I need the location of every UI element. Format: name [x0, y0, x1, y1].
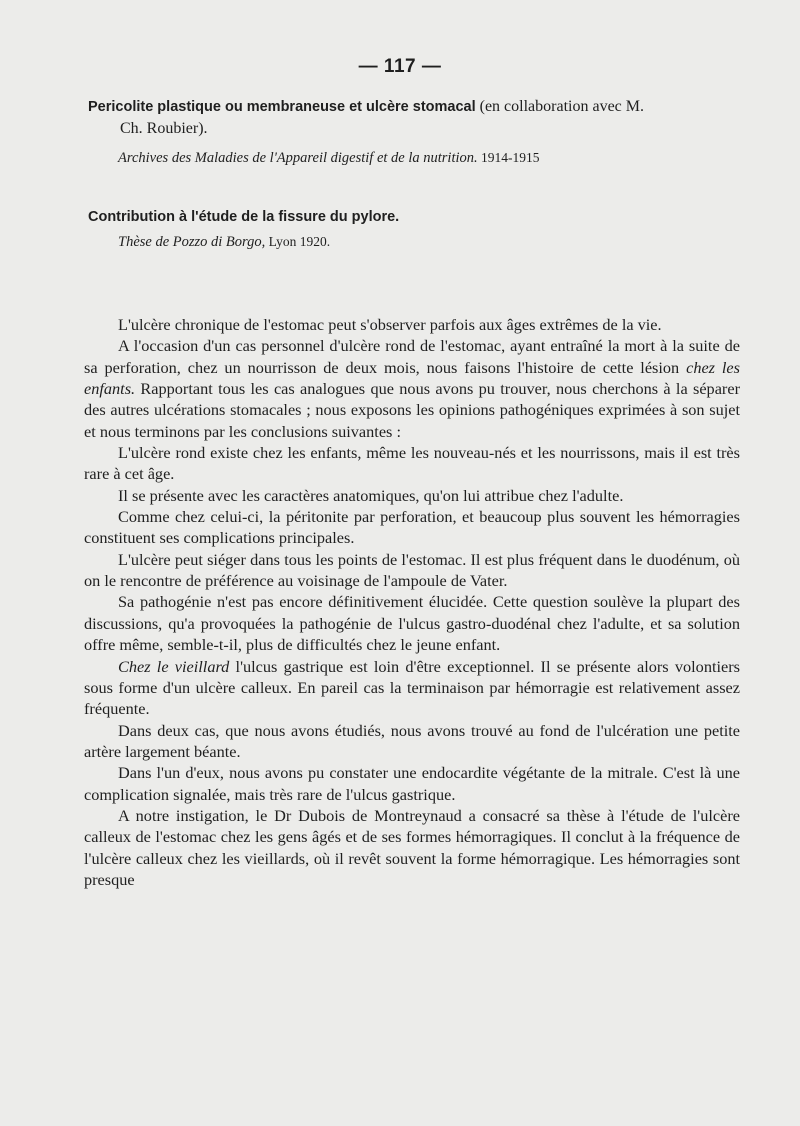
reference-source-place-year: Lyon 1920. — [265, 234, 331, 249]
reference-source-year: 1914-1915 — [477, 150, 540, 165]
reference-title-bold: Contribution à l'étude de la fissure du pylore. — [88, 209, 400, 225]
reference-title — [88, 206, 748, 228]
reference-entry — [88, 206, 748, 251]
paragraph: L'ulcère chronique de l'estomac peut s'observer parfois aux âges extrêmes de la vie. — [118, 315, 662, 334]
paragraph: A l'occasion d'un cas personnel d'ulcère rond de l'estomac, ayant entraîné la mort à la suite de sa perforation, chez un nourrisson de deux mois, nous faisons l'histoire de cette lésion chez les enfants. Rapportant tous les cas analogues que nous avons pu trouver, nous cherchons à la séparer des autres ulcérations stomacales ; nous exposons les opinions pathogéniques exprimées à son sujet et nous terminons par les conclusions suivantes : — [84, 336, 740, 441]
reference-title-plain: (en collaboration avec M. — [475, 98, 644, 115]
emphasis: Chez le vieillard — [118, 656, 230, 676]
paragraph: Chez le vieillard l'ulcus gastrique est loin d'être exceptionnel. Il se présente alors volontiers sous forme d'un ulcère calleux. En pareil cas la terminaison par hémorragie est relativement assez fréquente. — [84, 656, 740, 719]
reference-title-continuation: Ch. Roubier). — [120, 120, 208, 137]
paragraph: A notre instigation, le Dr Dubois de Montreynaud a consacré sa thèse à l'étude de l'ulcère calleux de l'estomac chez les gens âgés et de ses formes hémorragiques. Il conclut à la fréquence de l'ulcère calleux chez les vieillards, où il revêt souvent la forme hémorragique. Les hémorragies sont presque — [84, 805, 740, 889]
emphasis: chez les enfants. — [84, 357, 740, 399]
page-number: — 117 — — [358, 56, 442, 77]
paragraph: Dans deux cas, que nous avons étudiés, nous avons trouvé au fond de l'ulcération une petite artère largement béante. — [84, 720, 740, 761]
paragraph: Comme chez celui-ci, la péritonite par perforation, et beaucoup plus souvent les hémorragies constituent ses complications principales. — [84, 507, 740, 548]
reference-entry — [88, 96, 748, 167]
reference-source-journal: Archives des Maladies de l'Appareil digestif et de la nutrition. — [118, 150, 478, 166]
reference-title — [88, 96, 748, 140]
reference-source — [118, 234, 748, 251]
reference-title-bold: Pericolite plastique ou membraneuse et ulcère stomacal — [88, 99, 476, 115]
paragraph: Sa pathogénie n'est pas encore définitivement élucidée. Cette question soulève la plupart des discussions, qu'a provoquées la pathogénie de l'ulcus gastro-duodénal chez l'adulte, et sa solution offre même, semble-t-il, plus de difficultés chez le jeune enfant. — [84, 592, 740, 655]
body-text — [84, 314, 740, 890]
reference-source-thesis: Thèse de Pozzo di Borgo, — [118, 234, 266, 250]
paragraph: L'ulcère rond existe chez les enfants, même les nouveau-nés et les nourrissons, mais il est très rare à cet âge. — [84, 443, 740, 484]
paragraph: Dans l'un d'eux, nous avons pu constater une endocardite végétante de la mitrale. C'est là une complication signalée, mais très rare de l'ulcus gastrique. — [84, 763, 740, 804]
paragraph: Il se présente avec les caractères anatomiques, qu'on lui attribue chez l'adulte. — [118, 485, 624, 505]
paragraph: L'ulcère peut siéger dans tous les points de l'estomac. Il est plus fréquent dans le duodénum, où on le rencontre de préférence au voisinage de l'ampoule de Vater. — [84, 549, 740, 591]
reference-source — [118, 150, 748, 167]
